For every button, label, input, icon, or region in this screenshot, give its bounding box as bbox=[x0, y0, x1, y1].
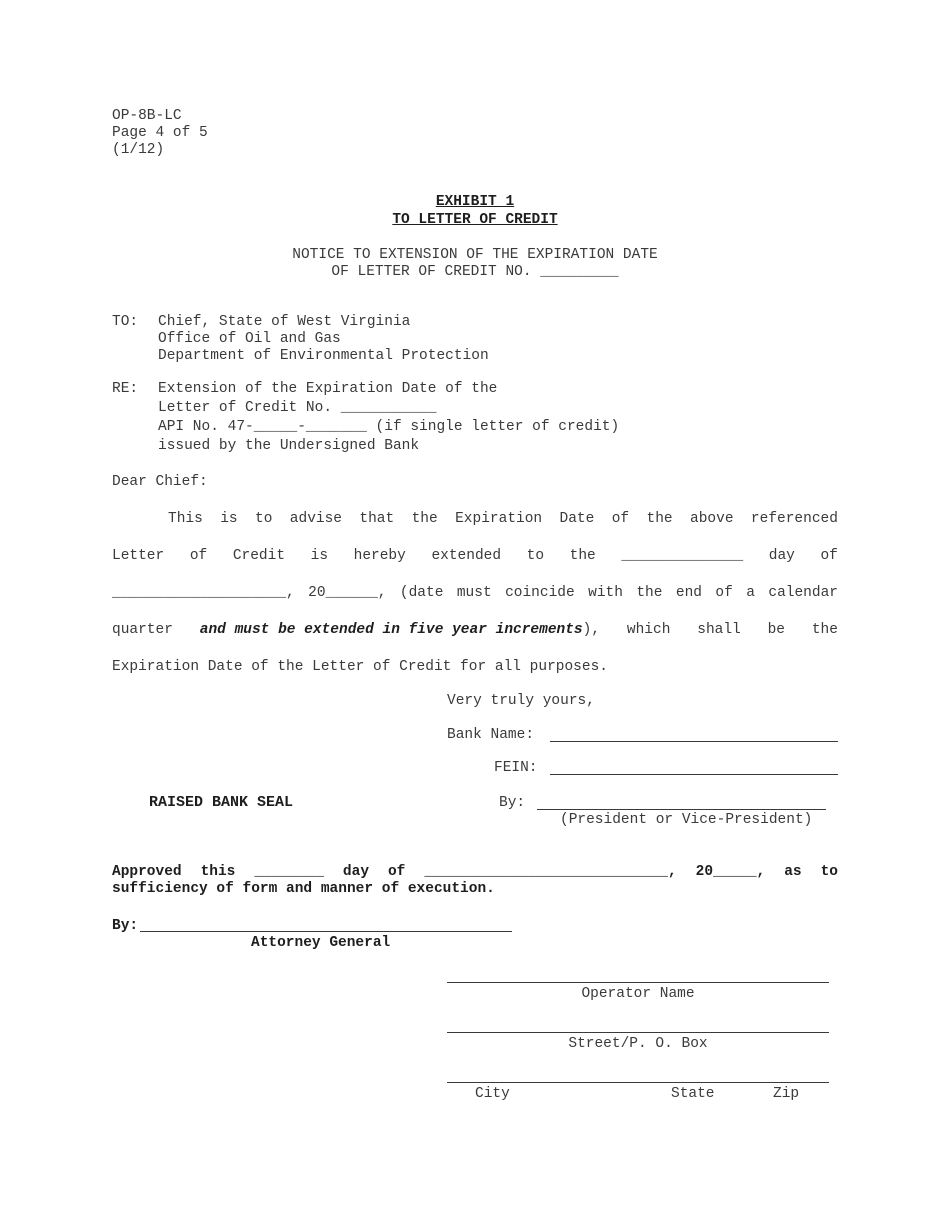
approval-word: of bbox=[387, 864, 406, 880]
body-word: to bbox=[526, 548, 545, 564]
increment-clause bbox=[200, 622, 600, 639]
body-word: end bbox=[675, 585, 702, 601]
body-word: hereby bbox=[353, 548, 406, 564]
re-line-3: API No. 47-_____-_______ (if single letter of credit) bbox=[158, 419, 620, 435]
body-word: (date bbox=[399, 585, 444, 601]
notice-heading-line1: NOTICE TO EXTENSION OF THE EXPIRATION DATE bbox=[292, 247, 658, 263]
re-label: RE: bbox=[112, 381, 139, 397]
approval-line-1 bbox=[112, 864, 838, 881]
body-word: of bbox=[715, 585, 733, 601]
bank-name-line[interactable] bbox=[550, 741, 838, 742]
body-word: quarter bbox=[112, 622, 173, 638]
body-word: the bbox=[811, 622, 838, 638]
approval-word: to bbox=[820, 864, 838, 880]
street-line[interactable] bbox=[447, 1032, 829, 1033]
body-word: above bbox=[690, 511, 734, 527]
bank-signer-caption: (President or Vice-President) bbox=[560, 812, 813, 828]
body-word: of bbox=[189, 548, 208, 564]
city-state-zip-line[interactable] bbox=[447, 1082, 829, 1083]
body-word: the bbox=[569, 548, 596, 564]
operator-name-label: Operator Name bbox=[581, 986, 695, 1002]
approval-day-blank: ________ bbox=[254, 864, 324, 880]
to-line-2: Office of Oil and Gas bbox=[158, 331, 341, 347]
body-word: extended bbox=[431, 548, 502, 564]
month-blank: ____________________, bbox=[112, 585, 295, 601]
body-word: advise bbox=[289, 511, 343, 527]
form-id: OP-8B-LC bbox=[112, 108, 182, 124]
body-word: Letter bbox=[112, 548, 165, 564]
body-word: a bbox=[746, 585, 755, 601]
year-blank: 20______, bbox=[308, 585, 387, 601]
attorney-by-label: By: bbox=[112, 918, 139, 934]
body-word: calendar bbox=[768, 585, 838, 601]
body-word: the bbox=[636, 585, 663, 601]
fein-line[interactable] bbox=[550, 774, 838, 775]
page-number: Page 4 of 5 bbox=[112, 125, 208, 141]
increment-emphasis: and must be extended in five year increments bbox=[199, 622, 583, 638]
body-word: that bbox=[359, 511, 395, 527]
zip-label: Zip bbox=[773, 1086, 800, 1102]
fein-label: FEIN: bbox=[494, 760, 538, 776]
body-word: shall bbox=[697, 622, 741, 638]
form-revision: (1/12) bbox=[112, 142, 165, 158]
salutation: Dear Chief: bbox=[112, 474, 208, 490]
body-word: be bbox=[767, 622, 786, 638]
raised-bank-seal: RAISED BANK SEAL bbox=[149, 794, 294, 811]
exhibit-title: EXHIBIT 1 bbox=[435, 194, 515, 210]
body-word: of bbox=[611, 511, 630, 527]
approval-word: this bbox=[200, 864, 236, 880]
body-line-4 bbox=[112, 622, 838, 639]
body-word: is bbox=[310, 548, 329, 564]
body-word: This bbox=[168, 511, 203, 527]
approval-line-2: sufficiency of form and manner of execution. bbox=[112, 881, 495, 897]
body-line-1 bbox=[168, 511, 838, 528]
closing: Very truly yours, bbox=[447, 693, 595, 709]
notice-heading-line2: OF LETTER OF CREDIT NO. _________ bbox=[331, 264, 619, 280]
to-label: TO: bbox=[112, 314, 139, 330]
body-word: day bbox=[768, 548, 795, 564]
approval-year-blank: 20_____, bbox=[695, 864, 766, 880]
body-line-3 bbox=[112, 585, 838, 602]
to-line-3: Department of Environmental Protection bbox=[158, 348, 489, 364]
body-word: must bbox=[456, 585, 492, 601]
attorney-signature-line[interactable] bbox=[140, 931, 512, 932]
body-word: the bbox=[646, 511, 673, 527]
body-word: Credit bbox=[232, 548, 286, 564]
body-word: is bbox=[220, 511, 238, 527]
re-line-2: Letter of Credit No. ___________ bbox=[158, 400, 437, 416]
street-label: Street/P. O. Box bbox=[568, 1036, 708, 1052]
clause-close: ), bbox=[582, 622, 601, 638]
approval-word: day bbox=[342, 864, 370, 880]
bank-signature-line[interactable] bbox=[537, 809, 826, 810]
day-blank: ______________ bbox=[621, 548, 744, 564]
body-word: Expiration bbox=[455, 511, 543, 527]
re-line-4: issued by the Undersigned Bank bbox=[158, 438, 420, 454]
city-label: City bbox=[475, 1086, 510, 1102]
body-line-2 bbox=[112, 548, 838, 565]
approval-word: as bbox=[784, 864, 802, 880]
approval-month-blank: ____________________________, bbox=[424, 864, 677, 880]
body-word: with bbox=[588, 585, 623, 601]
bank-name-label: Bank Name: bbox=[447, 727, 535, 743]
attorney-general-label: Attorney General bbox=[251, 935, 391, 951]
re-line-1: Extension of the Expiration Date of the bbox=[158, 381, 498, 397]
body-word: of bbox=[820, 548, 838, 564]
state-label: State bbox=[671, 1086, 715, 1102]
to-line-1: Chief, State of West Virginia bbox=[158, 314, 411, 330]
bank-by-label: By: bbox=[499, 795, 526, 811]
operator-name-line[interactable] bbox=[447, 982, 829, 983]
approval-word: Approved bbox=[112, 864, 182, 880]
body-word: Date bbox=[559, 511, 595, 527]
exhibit-subtitle: TO LETTER OF CREDIT bbox=[392, 212, 558, 228]
body-line-5: Expiration Date of the Letter of Credit for all purposes. bbox=[112, 659, 608, 675]
body-word: which bbox=[626, 622, 671, 638]
body-word: the bbox=[411, 511, 438, 527]
body-word: coincide bbox=[505, 585, 575, 601]
body-word: to bbox=[255, 511, 273, 527]
body-word: referenced bbox=[750, 511, 838, 527]
